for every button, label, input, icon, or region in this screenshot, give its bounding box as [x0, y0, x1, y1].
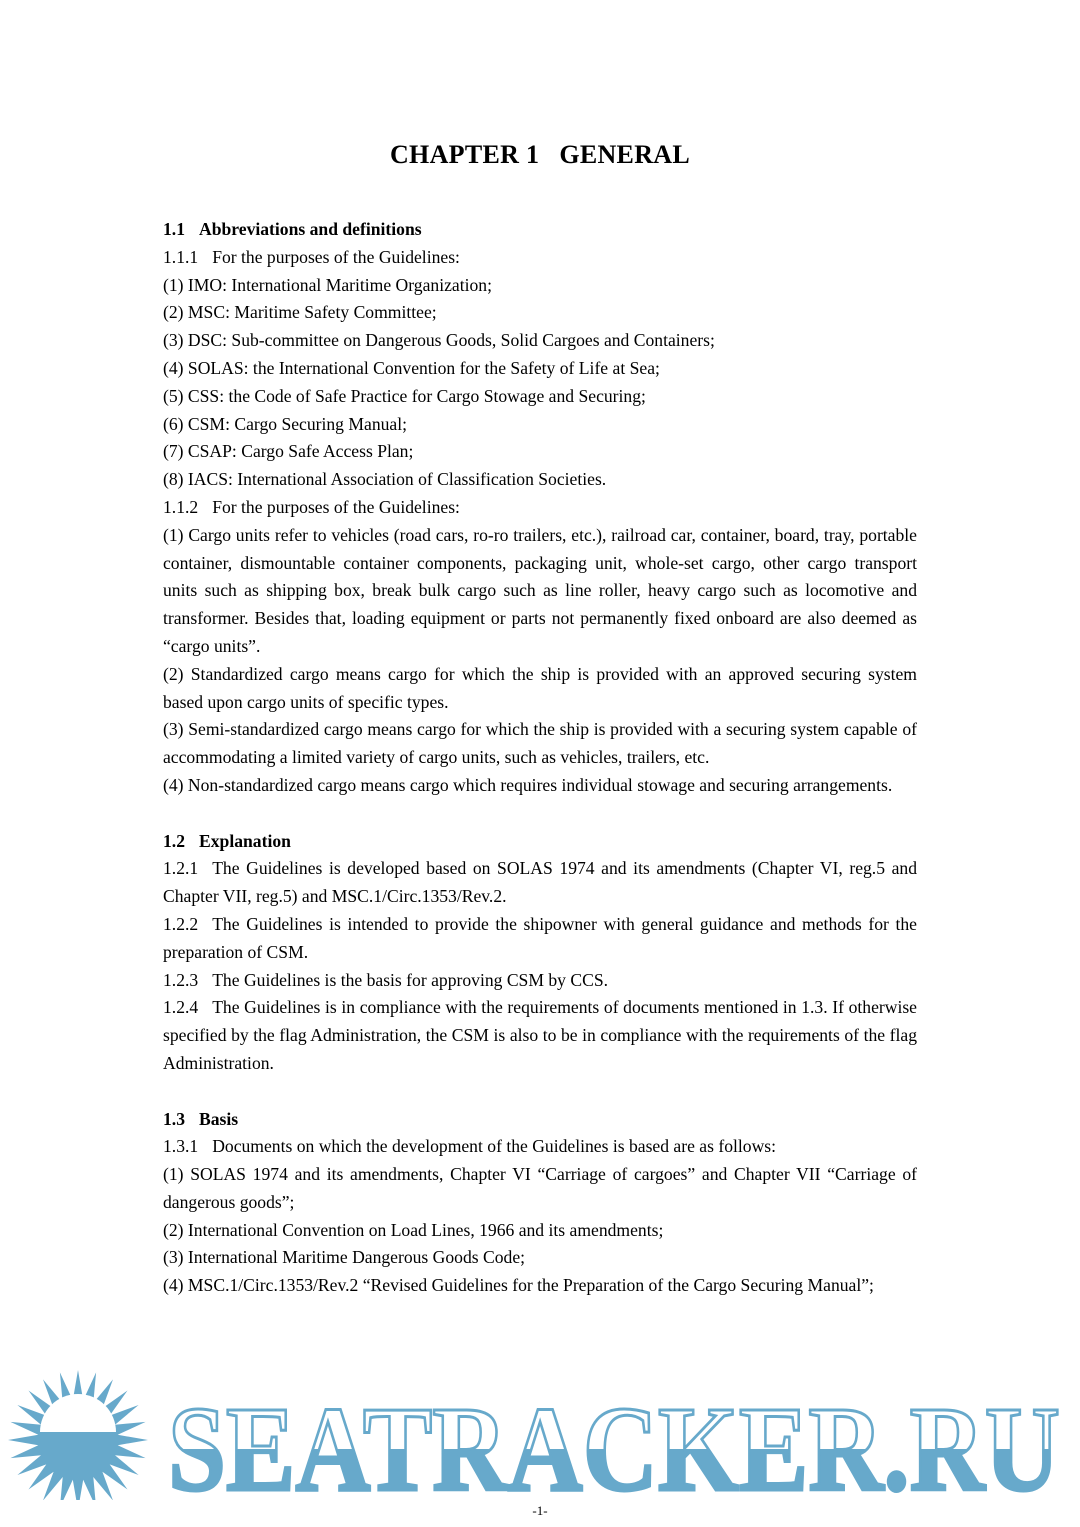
paragraph: [163, 967, 917, 995]
paragraph-text: (2) Standardized cargo means cargo for which the ship is provided with an approved securing system based upon cargo units of specific types.: [163, 663, 917, 712]
paragraph-text: For the purposes of the Guidelines:: [212, 246, 460, 267]
clause-number: 1.2.1: [163, 858, 199, 879]
paragraph-text: (2) MSC: Maritime Safety Committee;: [163, 302, 437, 323]
paragraph: [163, 1244, 917, 1272]
section-title: Basis: [199, 1108, 239, 1129]
clause-number: 1.2.4: [163, 997, 199, 1018]
section-title: Explanation: [199, 830, 291, 851]
section-number: 1.2: [163, 830, 185, 851]
paragraph-text: The Guidelines is the basis for approving CSM by CCS.: [212, 969, 609, 990]
paragraph-text: (4) Non-standardized cargo means cargo which requires individual stowage and securing arrangements.: [163, 774, 893, 795]
paragraph-text: (1) SOLAS 1974 and its amendments, Chapter VI “Carriage of cargoes” and Chapter VII “Carriage of dangerous goods”;: [163, 1164, 917, 1212]
paragraph: [163, 522, 917, 661]
paragraph-text: (4) MSC.1/Circ.1353/Rev.2 “Revised Guidelines for the Preparation of the Cargo Securing Manual”;: [163, 1275, 874, 1296]
paragraph: [163, 327, 917, 355]
paragraph-text: The Guidelines is in compliance with the requirements of documents mentioned in 1.3. If otherwise specified by the flag Administration, the CSM is also to be in compliance with the requirements of the flag Administration.: [163, 997, 917, 1073]
paragraph-text: (3) Semi-standardized cargo means cargo for which the ship is provided with a securing system capable of accommodating a limited variety of cargo units, such as vehicles, trailers, etc.: [163, 719, 917, 768]
paragraph: [163, 1272, 917, 1300]
clause-number: 1.2.2: [163, 913, 199, 934]
paragraph: [163, 994, 917, 1077]
chapter-name: GENERAL: [559, 140, 690, 169]
paragraph: [163, 244, 917, 272]
paragraph: [163, 411, 917, 439]
page-number: -1-: [532, 1503, 548, 1518]
section-heading: [163, 1106, 917, 1134]
chapter-title: [0, 140, 1080, 170]
clause-number: 1.1.1: [163, 246, 199, 267]
paragraph-text: The Guidelines is intended to provide the shipowner with general guidance and methods for the preparation of CSM.: [163, 913, 917, 962]
paragraph-text: (7) CSAP: Cargo Safe Access Plan;: [163, 441, 414, 462]
paragraph-text: (5) CSS: the Code of Safe Practice for Cargo Stowage and Securing;: [163, 385, 646, 406]
paragraph: [163, 272, 917, 300]
paragraph: [163, 299, 917, 327]
clause-number: 1.3.1: [163, 1136, 199, 1157]
paragraph: [163, 383, 917, 411]
paragraph: [163, 355, 917, 383]
paragraph-text: (1) IMO: International Maritime Organization;: [163, 274, 492, 295]
sun-logo-icon: [8, 1370, 148, 1500]
clause-number: 1.1.2: [163, 496, 199, 517]
section-title: Abbreviations and definitions: [199, 219, 422, 239]
paragraph: [163, 494, 917, 522]
document-body: [163, 216, 917, 1300]
section-number: 1.1: [163, 219, 185, 239]
paragraph: [163, 855, 917, 911]
paragraph: [163, 1133, 917, 1161]
paragraph-text: (2) International Convention on Load Lines, 1966 and its amendments;: [163, 1219, 664, 1240]
section-heading: [163, 828, 917, 856]
paragraph-text: (8) IACS: International Association of Classification Societies.: [163, 469, 607, 490]
paragraph-text: (6) CSM: Cargo Securing Manual;: [163, 413, 408, 434]
watermark-text: [168, 1382, 1060, 1500]
clause-number: 1.2.3: [163, 969, 199, 990]
paragraph-text: Documents on which the development of the Guidelines is based are as follows:: [212, 1136, 777, 1157]
section-heading: [163, 216, 917, 244]
paragraph-text: The Guidelines is developed based on SOLAS 1974 and its amendments (Chapter VI, reg.5 and Chapter VII, reg.5) and MSC.1/Circ.1353/Rev.2.: [163, 858, 917, 907]
chapter-number: CHAPTER 1: [389, 140, 540, 169]
paragraph-text: (3) International Maritime Dangerous Goods Code;: [163, 1247, 526, 1268]
paragraph: [163, 716, 917, 772]
paragraph: [163, 1217, 917, 1245]
paragraph-text: (3) DSC: Sub-committee on Dangerous Goods, Solid Cargoes and Containers;: [163, 330, 715, 351]
paragraph: [163, 438, 917, 466]
watermark-lettering: SEATRACKER.RU: [168, 1382, 1060, 1500]
seatracker-watermark: [0, 1368, 1080, 1500]
paragraph: [163, 661, 917, 717]
paragraph: [163, 911, 917, 967]
paragraph-text: For the purposes of the Guidelines:: [212, 496, 460, 517]
paragraph: [163, 1161, 917, 1217]
paragraph: [163, 466, 917, 494]
paragraph: [163, 772, 917, 800]
paragraph-text: (1) Cargo units refer to vehicles (road cars, ro-ro trailers, etc.), railroad car, container, board, tray, portable container, dismountable container components, packaging unit, whole-set cargo, other cargo transport units such as shipping box, break bulk cargo such as line roller, heavy cargo such as locomotive and transformer. Besides that, loading equipment or parts not permanently fixed onboard are also deemed as “cargo units”.: [163, 524, 917, 656]
paragraph-text: (4) SOLAS: the International Convention for the Safety of Life at Sea;: [163, 357, 660, 378]
section-number: 1.3: [163, 1108, 185, 1129]
